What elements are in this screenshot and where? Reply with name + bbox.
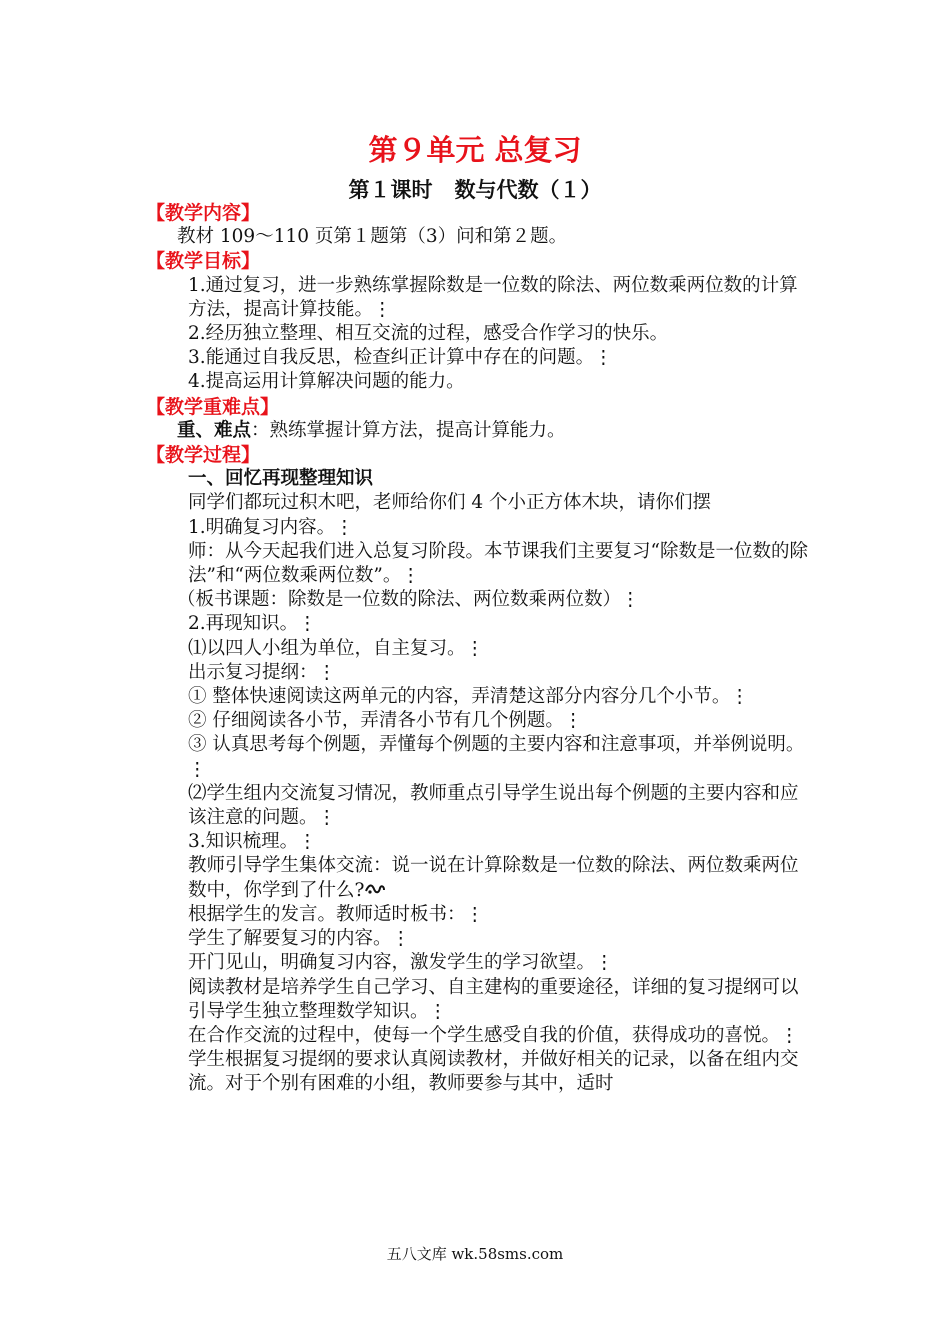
paragraph: 师：从今天起我们进入总复习阶段。本节课我们主要复习“除数是一位数的除法”和“两位数乘两位数”。⋮ [188, 540, 808, 587]
paragraph: 4.提高运用计算解决问题的能力。 [188, 371, 465, 393]
paragraph: 开门见山，明确复习内容，激发学生的学习欲望。⋮ [188, 952, 614, 974]
paragraph: 3.能通过自我反思，检查纠正计算中存在的问题。⋮ [188, 347, 613, 369]
paragraph: ③ 认真思考每个例题，弄懂每个例题的主要内容和注意事项，并举例说明。⋮ [188, 734, 805, 780]
paragraph: 在合作交流的过程中，使每一个学生感受自我的价值，获得成功的喜悦。⋮ [188, 1025, 799, 1047]
paragraph: ⑴以四人小组为单位，自主复习。⋮ [188, 637, 485, 659]
unit-title: 第９单元 总复习 [368, 133, 582, 167]
key-label: 重、难点 [177, 419, 252, 441]
heading-content: 【教学内容】 [146, 202, 261, 224]
paragraph [146, 854, 816, 903]
lesson-subtitle: 第１课时 数与代数（１） [348, 177, 602, 202]
paragraph-text: 教师引导学生集体交流：说一说在计算除数是一位数的除法、两位数乘两位数中，你学到了什么? [188, 855, 799, 901]
heading-goals: 【教学目标】 [146, 250, 261, 273]
section-heading: 一、回忆再现整理知识 [188, 468, 374, 490]
paragraph: 3.知识梳理。⋮ [188, 831, 317, 853]
paragraph: 同学们都玩过积木吧，老师给你们 4 个小正方体木块，请你们摆 [188, 492, 712, 514]
heading-process: 【教学过程】 [146, 444, 261, 467]
paragraph: 学生根据复习提纲的要求认真阅读教材，并做好相关的记录，以备在组内交流。对于个别有困难的小组，教师要参与其中，适时 [188, 1049, 799, 1095]
squiggle-icon [364, 879, 386, 903]
paragraph: ② 仔细阅读各小节，弄清各小节有几个例题。⋮ [188, 710, 583, 732]
footer-watermark: 五八文库 wk.58sms.com [386, 1245, 564, 1263]
paragraph: ① 整体快速阅读这两单元的内容，弄清楚这部分内容分几个小节。⋮ [188, 686, 749, 708]
paragraph: 教材 109～110 页第１题第（3）问和第２题。 [177, 226, 568, 248]
paragraph: 2.经历独立整理、相互交流的过程，感受合作学习的快乐。 [188, 323, 669, 345]
document-body [146, 201, 816, 1097]
paragraph [146, 419, 816, 443]
paragraph: ⑵学生组内交流复习情况，教师重点引导学生说出每个例题的主要内容和应该注意的问题。⋮ [188, 782, 799, 829]
paragraph: （板书课题：除数是一位数的除法、两位数乘两位数）⋮ [177, 589, 640, 611]
paragraph: 2.再现知识。⋮ [188, 613, 317, 635]
paragraph: 1.明确复习内容。⋮ [188, 516, 354, 538]
paragraph: 出示复习提纲：⋮ [188, 661, 337, 683]
heading-key-points: 【教学重难点】 [146, 395, 280, 418]
paragraph: 根据学生的发言。教师适时板书：⋮ [188, 904, 485, 925]
paragraph: 学生了解要复习的内容。⋮ [188, 928, 411, 950]
paragraph: 阅读教材是培养学生自己学习、自主建构的重要途径，详细的复习提纲可以引导学生独立整理数学知识。⋮ [188, 976, 799, 1022]
paragraph: 1.通过复习，进一步熟练掌握除数是一位数的除法、两位数乘两位数的计算方法，提高计算技能。⋮ [188, 274, 798, 320]
key-text: ：熟练掌握计算方法，提高计算能力。 [251, 419, 566, 441]
